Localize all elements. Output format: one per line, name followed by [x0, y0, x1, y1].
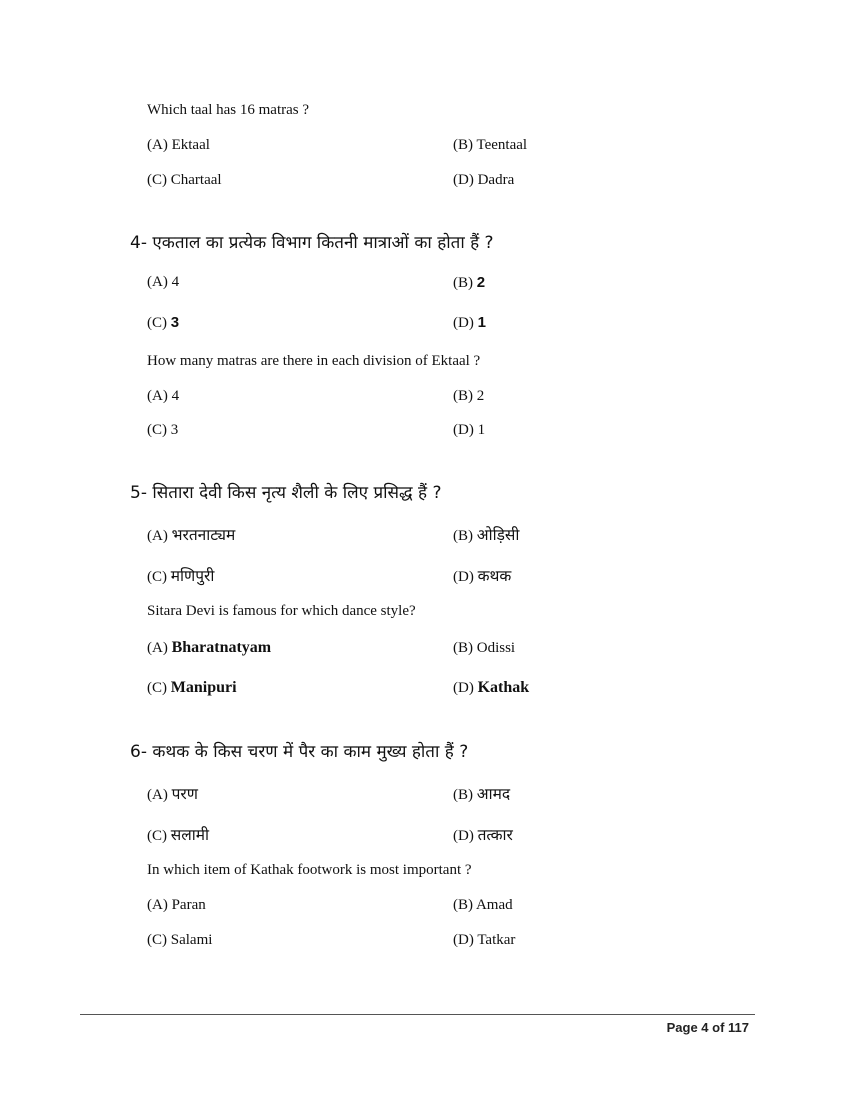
option-label: (A) — [147, 388, 168, 404]
option-text: Ektaal — [171, 137, 210, 153]
question-text: सितारा देवी किस नृत्य शैली के लिए प्रसिद्ध हैं ? — [152, 483, 442, 503]
option-text: Amad — [475, 897, 513, 913]
option-text: Manipuri — [170, 679, 237, 696]
option-text: भरतनाट्यम — [171, 526, 236, 544]
option-label: (A) — [147, 274, 168, 290]
question-5-hi-option-d — [453, 564, 511, 586]
question-5-en-option-d — [453, 679, 529, 697]
question-4-en-option-b — [453, 388, 484, 405]
question-5-en-option-c — [147, 679, 237, 697]
question-6-hi-option-d — [453, 823, 513, 845]
question-3-option-d — [453, 172, 514, 189]
option-text: Bharatnatyam — [171, 639, 272, 656]
option-label: (C) — [147, 932, 167, 948]
question-6-hindi — [130, 739, 468, 762]
option-text: 4 — [171, 274, 180, 290]
question-5-en-option-b — [453, 640, 515, 657]
option-label: (A) — [147, 640, 168, 656]
option-label: (D) — [453, 422, 474, 438]
option-label: (B) — [453, 388, 473, 404]
option-text: Salami — [170, 932, 213, 948]
option-text: Tatkar — [477, 932, 516, 948]
question-3-english: Which taal has 16 matras ? — [147, 102, 310, 118]
question-6-en-option-b — [453, 897, 513, 914]
question-5-hi-option-c — [147, 564, 214, 586]
footer-divider — [80, 1014, 755, 1015]
option-label: (C) — [147, 422, 167, 438]
option-text: 2 — [476, 388, 485, 404]
option-label: (C) — [147, 569, 167, 585]
option-text: सलामी — [170, 826, 210, 844]
option-text: 3 — [170, 314, 180, 331]
option-text: Paran — [171, 897, 206, 913]
option-label: (D) — [453, 680, 474, 696]
option-label: (A) — [147, 787, 168, 803]
question-3-option-c — [147, 172, 222, 189]
question-6-hi-option-a — [147, 782, 198, 804]
question-4-en-option-a — [147, 388, 179, 405]
option-label: (B) — [453, 787, 473, 803]
question-5-hi-option-a — [147, 523, 235, 545]
question-4-en-option-d — [453, 422, 485, 439]
question-5-english: Sitara Devi is famous for which dance style? — [147, 603, 416, 619]
option-label: (D) — [453, 828, 474, 844]
option-text: Odissi — [476, 640, 516, 656]
question-6-hi-option-b — [453, 782, 510, 804]
question-5-hi-option-b — [453, 523, 519, 545]
option-text: 1 — [477, 422, 486, 438]
question-6-en-option-d — [453, 932, 515, 949]
option-label: (B) — [453, 528, 473, 544]
option-label: (D) — [453, 172, 474, 188]
option-text: 2 — [476, 274, 486, 291]
option-label: (C) — [147, 172, 167, 188]
option-text: 3 — [170, 422, 179, 438]
option-text: Dadra — [477, 172, 515, 188]
option-label: (B) — [453, 275, 473, 291]
option-label: (B) — [453, 137, 473, 153]
question-4-hi-option-d — [453, 314, 486, 332]
option-text: 4 — [171, 388, 180, 404]
option-text: तत्कार — [477, 826, 513, 844]
option-text: कथक — [477, 567, 512, 585]
question-4-hi-option-a — [147, 274, 179, 291]
question-3-option-a — [147, 137, 210, 154]
question-4-hi-option-b — [453, 274, 485, 292]
option-text: मणिपुरी — [170, 567, 215, 585]
option-label: (D) — [453, 932, 474, 948]
question-number: 6- — [130, 742, 147, 762]
question-4-en-option-c — [147, 422, 178, 439]
question-4-hi-option-c — [147, 314, 179, 332]
question-4-english: How many matras are there in each division of Ektaal ? — [147, 353, 481, 369]
option-label: (C) — [147, 828, 167, 844]
question-4-hindi — [130, 230, 494, 253]
option-label: (C) — [147, 680, 167, 696]
option-text: परण — [171, 785, 198, 803]
option-text: 1 — [477, 314, 486, 331]
question-3-option-b — [453, 137, 527, 154]
question-6-english: In which item of Kathak footwork is most important ? — [147, 862, 472, 878]
question-number: 5- — [130, 483, 147, 503]
question-6-hi-option-c — [147, 823, 209, 845]
question-6-en-option-c — [147, 932, 212, 949]
option-text: Teentaal — [476, 137, 528, 153]
question-5-hindi — [130, 480, 441, 503]
option-label: (D) — [453, 315, 474, 331]
page-number: Page 4 of 117 — [666, 1020, 749, 1035]
option-label: (A) — [147, 897, 168, 913]
question-text: एकताल का प्रत्येक विभाग कितनी मात्राओं का होता हैं ? — [152, 233, 494, 253]
option-text: ओड़िसी — [476, 526, 520, 544]
option-text: Kathak — [477, 679, 530, 696]
option-label: (B) — [453, 897, 473, 913]
option-label: (A) — [147, 137, 168, 153]
option-label: (A) — [147, 528, 168, 544]
option-label: (D) — [453, 569, 474, 585]
option-label: (C) — [147, 315, 167, 331]
question-5-en-option-a — [147, 639, 271, 657]
question-6-en-option-a — [147, 897, 206, 914]
option-label: (B) — [453, 640, 473, 656]
option-text: आमद — [476, 785, 511, 803]
option-text: Chartaal — [170, 172, 222, 188]
question-number: 4- — [130, 233, 147, 253]
question-text: कथक के किस चरण में पैर का काम मुख्य होता हैं ? — [152, 742, 469, 762]
